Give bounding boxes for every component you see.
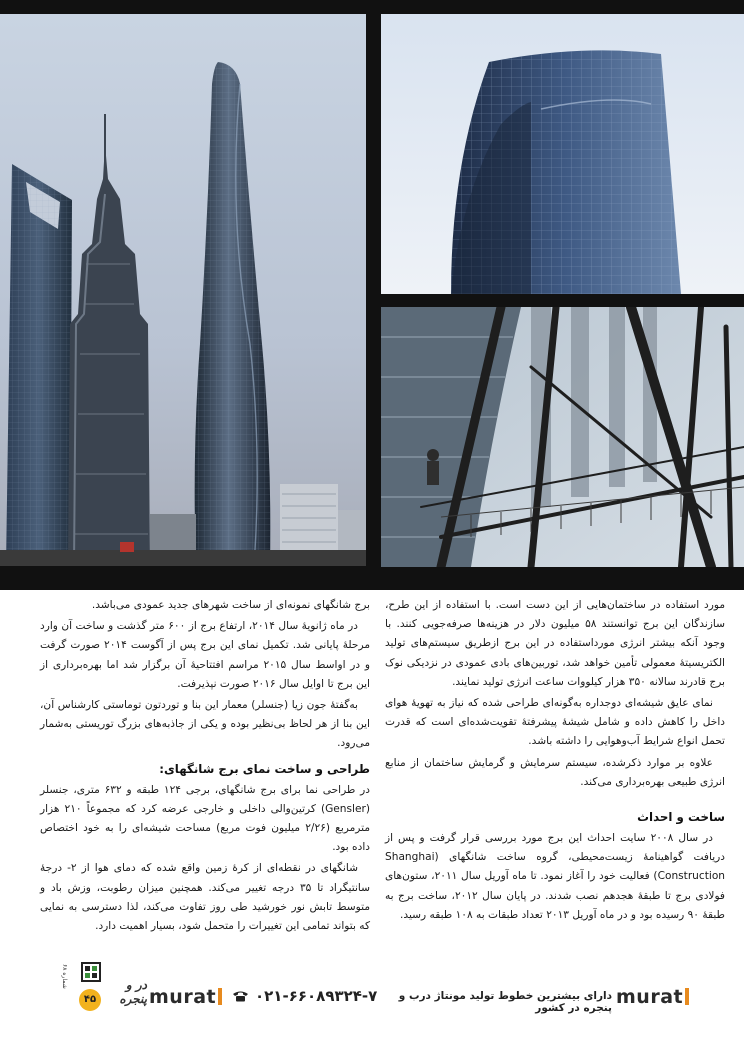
- page-footer: [0, 960, 744, 1020]
- murat-logo: [149, 986, 222, 1008]
- page-number: ۴۵: [79, 989, 101, 1011]
- paragraph: شانگهای در نقطه‌ای از کرهٔ زمین واقع شده که دمای هوا از ۲- درجهٔ سانتیگراد تا ۳۵ درجه تغییر می‌کند. همچنین میزان رطوبت، وزش باد و متوسط تابش نور خورشید طی روز تفاوت می‌کند، لذا دسترسی به نمایی که بتواند تمامی این تغییرات را متحمل شود، بسیار اهمیت دارد.: [40, 862, 371, 933]
- magazine-logo: در و پنجره: [119, 978, 147, 1006]
- phone-number: ۰۲۱-۶۶۰۸۹۳۲۴-۷: [255, 987, 378, 1005]
- paragraph: علاوه بر موارد ذکرشده، سیستم سرمایش و گرمایش ساختمان از منابع انرژی طبیعی بهره‌برداری می‌کند.: [385, 756, 725, 788]
- paragraph: برج شانگهای نمونه‌ای از ساخت شهرهای جدید عمودی می‌باشد.: [91, 599, 370, 611]
- section-heading-construction: ساخت و احداث: [637, 810, 725, 825]
- murat-logo: [616, 986, 689, 1008]
- paragraph: مورد استفاده در ساختمان‌هایی از این دست است. با استفاده از این طرح، سازندگان این برج توانستند ۵۸ میلیون دلار در هزینه‌ها صرفه‌جویی کنند. با وجود آنکه بیشتر انرژی مورداستفاده در این برج ازطریق سیستم‌های تولید الکتریسیتهٔ معمولی تأمین خواهد شد، توربین‌های بادی عمودی در نزدیکی نوک برج قادرند سالانه ۳۵۰ هزار کیلووات ساعت انرژی تولید نمایند.: [385, 599, 726, 688]
- shanghai-skyline-photo: [0, 14, 366, 566]
- brand-name: murat: [149, 986, 217, 1008]
- window-icon: [75, 960, 105, 990]
- logo-accent-bar: [218, 988, 222, 1005]
- logo-accent-bar: [685, 988, 689, 1005]
- issue-label: شماره ۶۸: [61, 964, 68, 989]
- tower-detail-photo: [381, 14, 744, 294]
- facade-structure-photo: [381, 307, 744, 567]
- paragraph: به‌گفتهٔ جون زیا (جنسلر) معمار این بنا و توردتون توماستی کارشناس آن، این بنا از هر لحاظ بی‌نظیر بوده و یکی از جاذبه‌های بزرگ توریستی به‌شمار می‌رود.: [40, 699, 370, 750]
- brand-name: murat: [616, 986, 684, 1008]
- brand-slogan: دارای بیشترین خطوط تولید مونتاژ درب و پنجره در کشور: [398, 990, 612, 1014]
- paragraph: در ماه ژانویهٔ سال ۲۰۱۴، ارتفاع برج از ۶۰۰ متر گذشت و ساخت آن وارد مرحلهٔ پایانی شد. تکمیل نمای این برج پس از آگوست ۲۰۱۴ صورت گرفت و در اواسط سال ۲۰۱۵ مراسم افتتاحیهٔ آن برگزار شد اما بهره‌برداری از این برج تا اوایل سال ۲۰۱۶ صورت نپذیرفت.: [40, 620, 371, 690]
- phone-icon: [232, 990, 249, 1002]
- paragraph: در سال ۲۰۰۸ سایت احداث این برج مورد بررسی قرار گرفت و پس از دریافت گواهینامهٔ زیست‌محیطی، گروه ساخت شانگهای (Shanghai Construction) فعالیت خود را آغاز نمود. تا ماه آوریل سال ۲۰۱۱، ستون‌های فولادی برج تا طبقهٔ هجدهم نصب شدند. در پایان سال ۲۰۱۲، ساخت برج به طبقهٔ ۹۰ رسیده بود و در ماه آوریل ۲۰۱۳ تعداد طبقات به ۱۰۸ طبقه رسید.: [385, 832, 726, 921]
- section-heading-facade-design: طراحی و ساخت نمای برج شانگهای:: [159, 761, 370, 776]
- paragraph: در طراحی نما برای برج شانگهای، برجی ۱۲۴ طبقه و ۶۳۲ متری، جنسلر (Gensler) کرتین‌والی داخلی و خارجی عرضه کرد که مجموعاً ۲۱۰ هزار مترمربع (۲/۲۶ میلیون فوت مربع) مساحت شیشه‌ای را به خود اختصاص داده بود.: [40, 783, 371, 854]
- paragraph: نمای عایق شیشه‌ای دوجداره به‌گونه‌ای طراحی شده که نیاز به تهویهٔ هوای داخل را کاهش داده و شامل شیشهٔ پیشرفتهٔ تقویت‌شده‌ای است که قدرت تحمل انواع شرایط آب‌وهوایی را داشته باشد.: [385, 697, 725, 748]
- article-left-column: [40, 596, 370, 938]
- phone-number-block: [232, 987, 377, 1005]
- article-right-column: [385, 596, 725, 927]
